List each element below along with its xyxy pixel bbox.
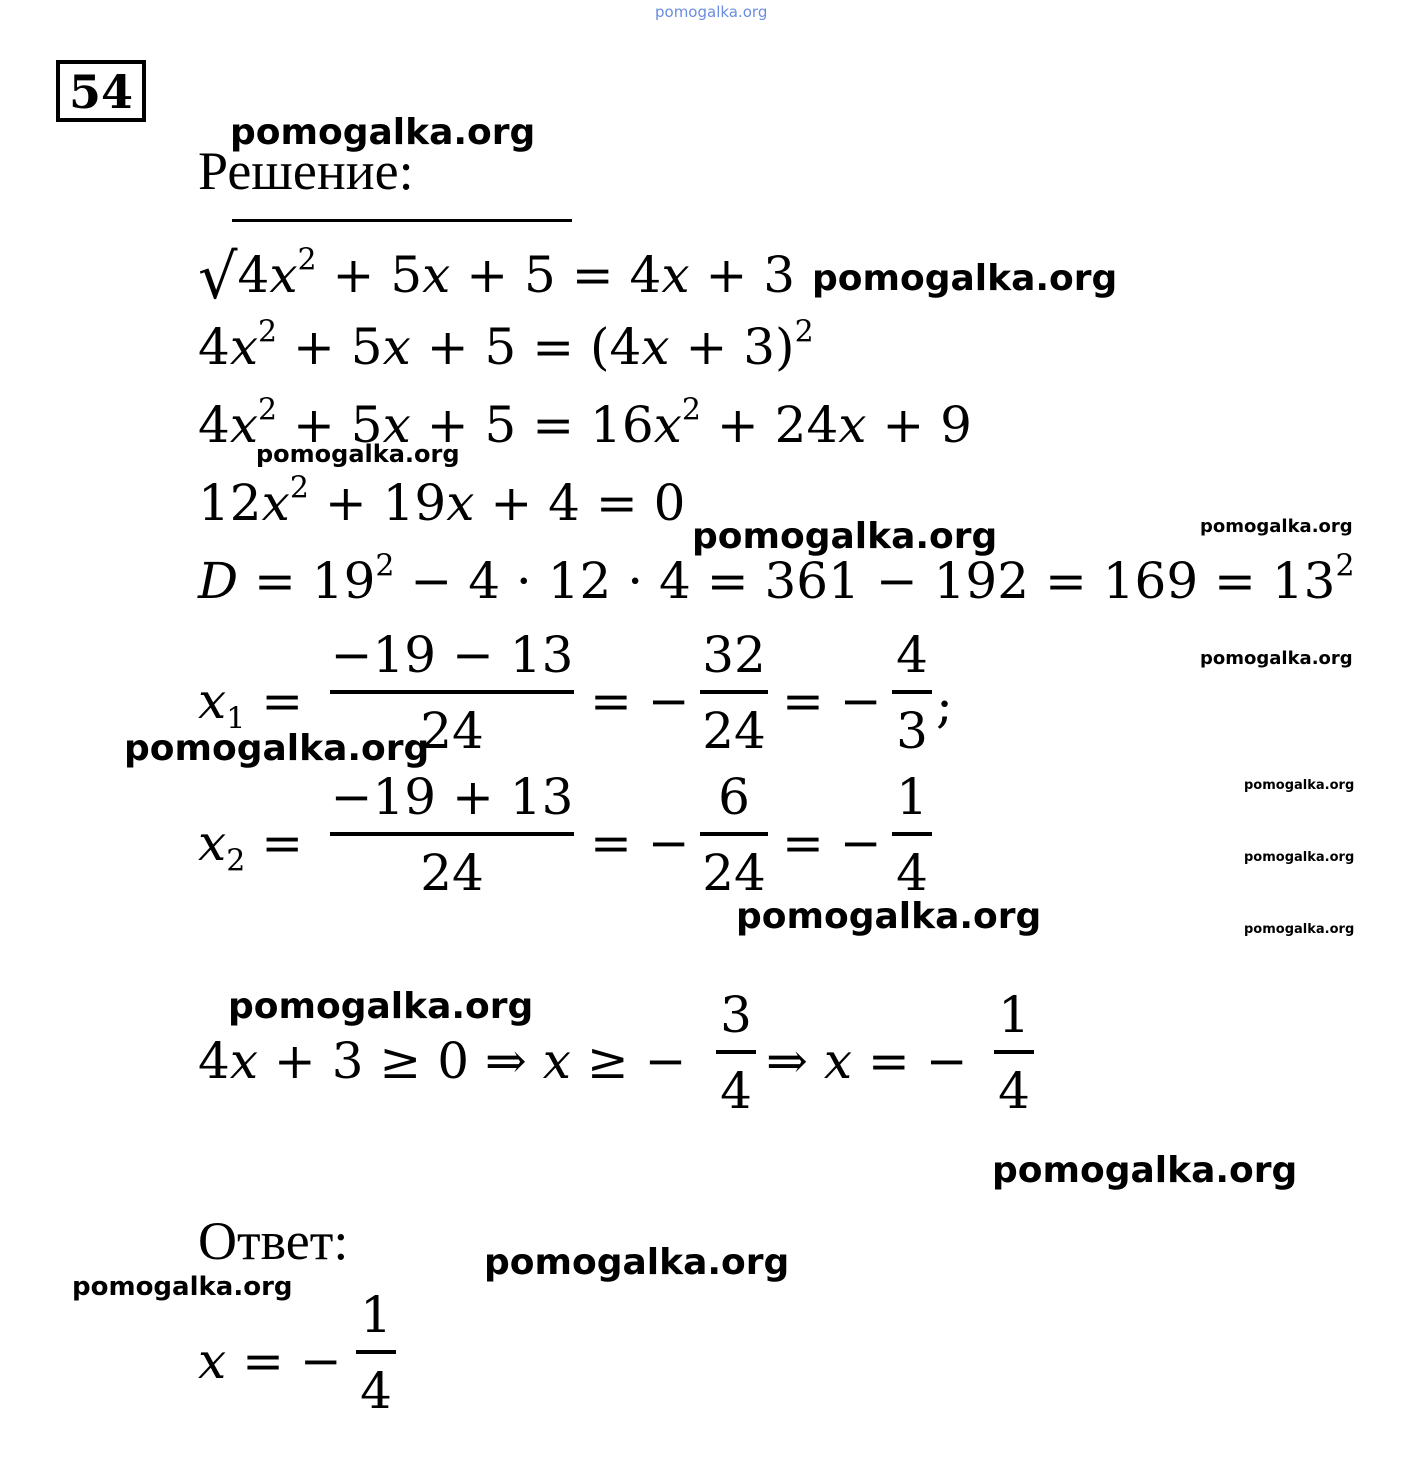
watermark: pomogalka.org: [812, 258, 1118, 299]
equation-line-3: $4x^2 + 5x + 5 = 16x^2 + 24x + 9$: [198, 392, 972, 454]
x1-fraction-1: −19 − 13 24: [330, 626, 574, 760]
x2-fraction-1: −19 + 13 24: [330, 768, 574, 902]
x1-label: $x_1$ =: [198, 672, 304, 737]
answer-fraction: 1 4: [356, 1290, 396, 1416]
x2-eq-2: = −: [782, 814, 882, 872]
x1-fraction-2: 32 24: [700, 630, 768, 756]
watermark: pomogalka.org: [992, 1150, 1298, 1191]
solution-heading: Решение:: [198, 141, 414, 201]
watermark: pomogalka.org: [228, 986, 534, 1027]
problem-number: 54: [56, 60, 146, 122]
x1-fraction-3: 4 3: [892, 630, 932, 756]
watermark: pomogalka.org: [1200, 648, 1353, 669]
discriminant-line: $D = 19^2 - 4 \cdot 12 \cdot 4 = 361 - 192 = 169 = 13^2$: [198, 548, 1355, 610]
x2-eq-1: = −: [590, 814, 690, 872]
watermark: pomogalka.org: [1200, 516, 1353, 537]
x2-label: $x_2$ =: [198, 814, 304, 879]
sqrt-sign: √: [198, 240, 238, 313]
watermark: pomogalka.org: [1244, 778, 1355, 793]
watermark: pomogalka.org: [230, 112, 536, 153]
x2-fraction-3: 1 4: [892, 772, 932, 898]
watermark: pomogalka.org: [1244, 850, 1355, 865]
sqrt-vinculum: [232, 219, 572, 222]
header-watermark: pomogalka.org: [655, 3, 768, 21]
answer-heading: Ответ:: [198, 1211, 349, 1271]
condition-fraction-2: 1 4: [994, 990, 1034, 1116]
condition-line-mid: ⇒ x = −: [766, 1032, 968, 1090]
x1-eq-2: = −: [782, 672, 882, 730]
watermark: pomogalka.org: [124, 728, 430, 769]
condition-fraction-1: 3 4: [716, 990, 756, 1116]
watermark: pomogalka.org: [736, 896, 1042, 937]
watermark: pomogalka.org: [256, 440, 460, 468]
condition-line-left: 4x + 3 ≥ 0 ⇒ x ≥ −: [198, 1032, 687, 1090]
watermark: pomogalka.org: [1244, 922, 1355, 937]
equation-line-1: $√4x^2 + 5x + 5 = 4x + 3$: [198, 240, 796, 313]
x1-semicolon: ;: [936, 676, 953, 734]
equation-line-2: $4x^2 + 5x + 5 = (4x + 3)^2$: [198, 314, 814, 376]
answer-line: x = −: [198, 1332, 342, 1390]
watermark: pomogalka.org: [484, 1242, 790, 1283]
x1-eq-1: = −: [590, 672, 690, 730]
equation-line-4: $12x^2 + 19x + 4 = 0$: [198, 470, 686, 532]
watermark: pomogalka.org: [692, 516, 998, 557]
x2-fraction-2: 6 24: [700, 772, 768, 898]
watermark: pomogalka.org: [72, 1272, 293, 1302]
